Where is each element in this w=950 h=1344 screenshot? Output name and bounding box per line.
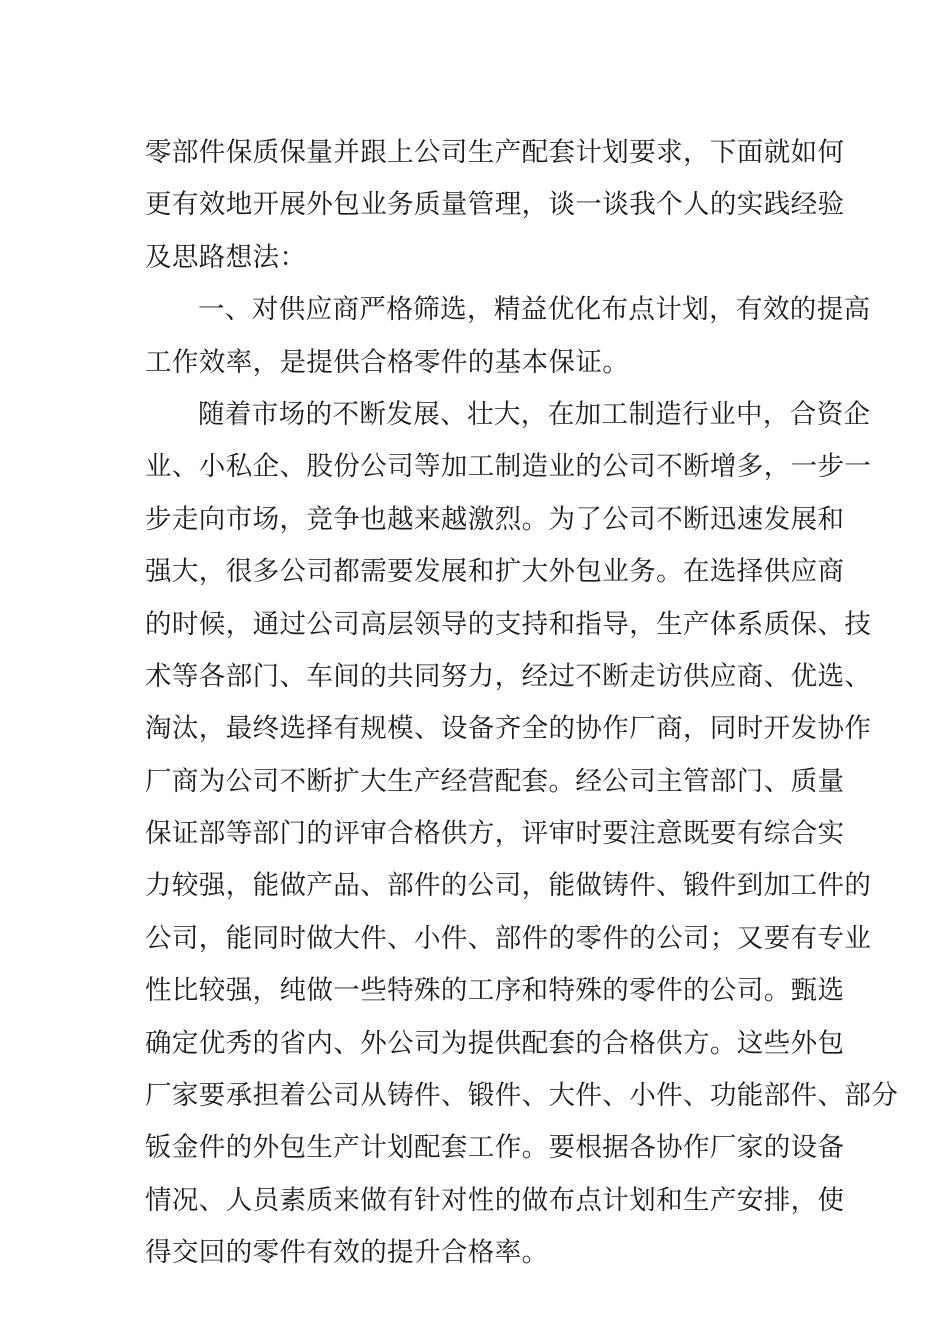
- text-line: 公司，能同时做大件、小件、部件的零件的公司；又要有专业: [145, 922, 872, 954]
- text-line: 确定优秀的省内、外公司为提供配套的合格供方。这些外包: [145, 1027, 845, 1059]
- text-line: 情况、人员素质来做有针对性的做布点计划和生产安排，使: [145, 1184, 845, 1216]
- text-line: 零部件保质保量并跟上公司生产配套计划要求，下面就如何: [145, 137, 845, 168]
- text-line: 更有效地开展外包业务质量管理，谈一谈我个人的实践经验: [145, 189, 845, 221]
- text-line: 保证部等部门的评审合格供方，评审时要注意既要有综合实: [145, 818, 845, 850]
- section-heading-line: 工作效率，是提供合格零件的基本保证。: [145, 346, 630, 378]
- text-line: 淘汰，最终选择有规模、设备齐全的协作厂商，同时开发协作: [145, 713, 872, 745]
- text-line: 随着市场的不断发展、壮大，在加工制造行业中，合资企: [198, 398, 871, 430]
- text-line: 力较强，能做产品、部件的公司，能做铸件、锻件到加工件的: [145, 870, 872, 902]
- text-line: 步走向市场，竞争也越来越激烈。为了公司不断迅速发展和: [145, 503, 845, 535]
- section-heading-line: 一、对供应商严格筛选，精益优化布点计划，有效的提高: [198, 294, 871, 326]
- text-line: 强大，很多公司都需要发展和扩大外包业务。在选择供应商: [145, 556, 845, 588]
- text-line: 业、小私企、股份公司等加工制造业的公司不断增多，一步一: [145, 451, 872, 483]
- text-line: 钣金件的外包生产计划配套工作。要根据各协作厂家的设备: [145, 1132, 845, 1164]
- body-text: [145, 127, 899, 1280]
- text-line: 厂商为公司不断扩大生产经营配套。经公司主管部门、质量: [145, 765, 845, 797]
- text-line: 及思路想法：: [145, 241, 307, 273]
- text-line: 性比较强，纯做一些特殊的工序和特殊的零件的公司。甄选: [145, 975, 845, 1007]
- text-line: 厂家要承担着公司从铸件、锻件、大件、小件、功能部件、部分: [145, 1080, 899, 1112]
- text-line: 术等各部门、车间的共同努力，经过不断走访供应商、优选、: [145, 660, 872, 692]
- text-line: 得交回的零件有效的提升合格率。: [145, 1237, 549, 1269]
- text-line: 的时候，通过公司高层领导的支持和指导，生产体系质保、技: [145, 608, 872, 640]
